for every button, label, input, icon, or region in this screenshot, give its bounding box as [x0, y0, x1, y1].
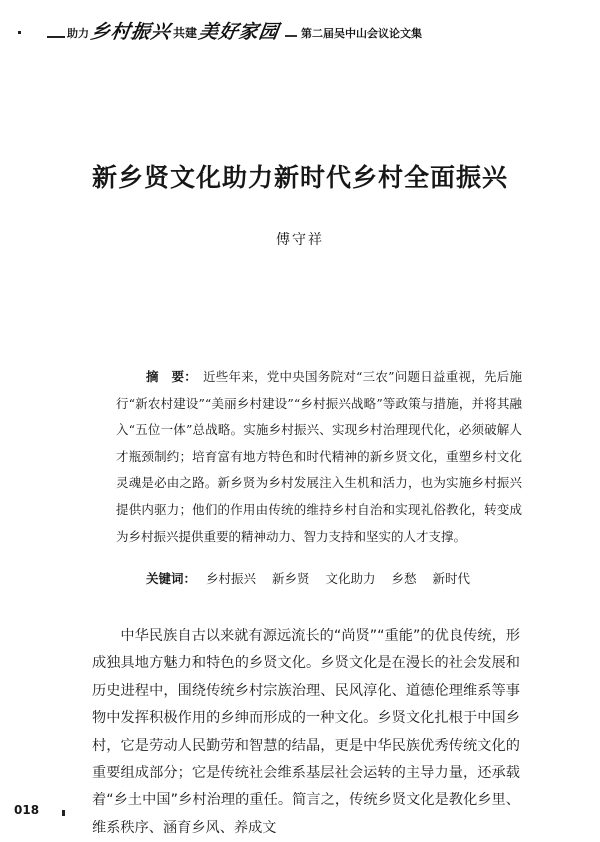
keyword-item: 文化助力: [325, 571, 376, 586]
header-series-title: 第二届吴中山会议论文集: [301, 27, 423, 40]
keywords-block: [146, 566, 526, 592]
header-separator: [285, 35, 297, 37]
keyword-item: 新乡贤: [272, 571, 310, 586]
page-number-tick: [62, 810, 65, 816]
abstract-label: 摘 要：: [146, 369, 197, 384]
article-title: 新乡贤文化助力新时代乡村全面振兴: [91, 163, 508, 192]
body-paragraph: 中华民族自古以来就有源远流长的“尚贤”“重能”的优良传统，形成独具地方魅力和特色的乡贤文化。乡贤文化是在漫长的社会发展和历史进程中，围绕传统乡村宗族治理、民风淳化、道德伦理维系等事物中发挥积极作用的乡绅而形成的一种文化。乡贤文化扎根于中国乡村，它是劳动人民勤劳和智慧的结晶，更是中华民族优秀传统文化的重要组成部分；它是传统社会维系基层社会运转的主导力量，还承载着“乡土中国”乡村治理的重任。简言之，传统乡贤文化是教化乡里、维系秩序、涵育乡风、养成文: [92, 628, 520, 836]
header-connector: 共建: [173, 26, 198, 40]
header-brand-beautiful-home: 美好家园: [197, 21, 281, 43]
article-author: 傅守祥: [276, 232, 324, 248]
running-header: [18, 14, 438, 44]
keywords-label: 关键词：: [146, 571, 197, 586]
keyword-item: 乡村振兴: [206, 571, 257, 586]
keyword-item: 新时代: [432, 571, 471, 586]
abstract-text: 近些年来，党中央国务院对“三农”问题日益重视，先后施行“新农村建设”“美丽乡村建设”“乡村振兴战略”等政策与措施，并将其融入“五位一体”总战略。实施乡村振兴、实现乡村治理现代化，必须破解人才瓶颈制约；培育富有地方特色和时代精神的新乡贤文化，重塑乡村文化灵魂是必由之路。新乡贤为乡村发展注入生机和活力，也为实施乡村振兴提供内驱力；他们的作用由传统的维持乡村自治和实现礼俗教化，转变成为乡村振兴提供重要的精神动力、智力支持和坚实的人才支撑。: [116, 369, 522, 544]
header-dot: [18, 31, 21, 34]
header-prefix: 助力: [67, 27, 89, 40]
header-rule: [47, 36, 65, 38]
header-brand-rural-revitalization: 乡村振兴: [89, 21, 173, 43]
abstract-block: [116, 364, 522, 550]
page-number: 018: [14, 803, 40, 817]
keyword-item: 乡愁: [391, 571, 417, 586]
